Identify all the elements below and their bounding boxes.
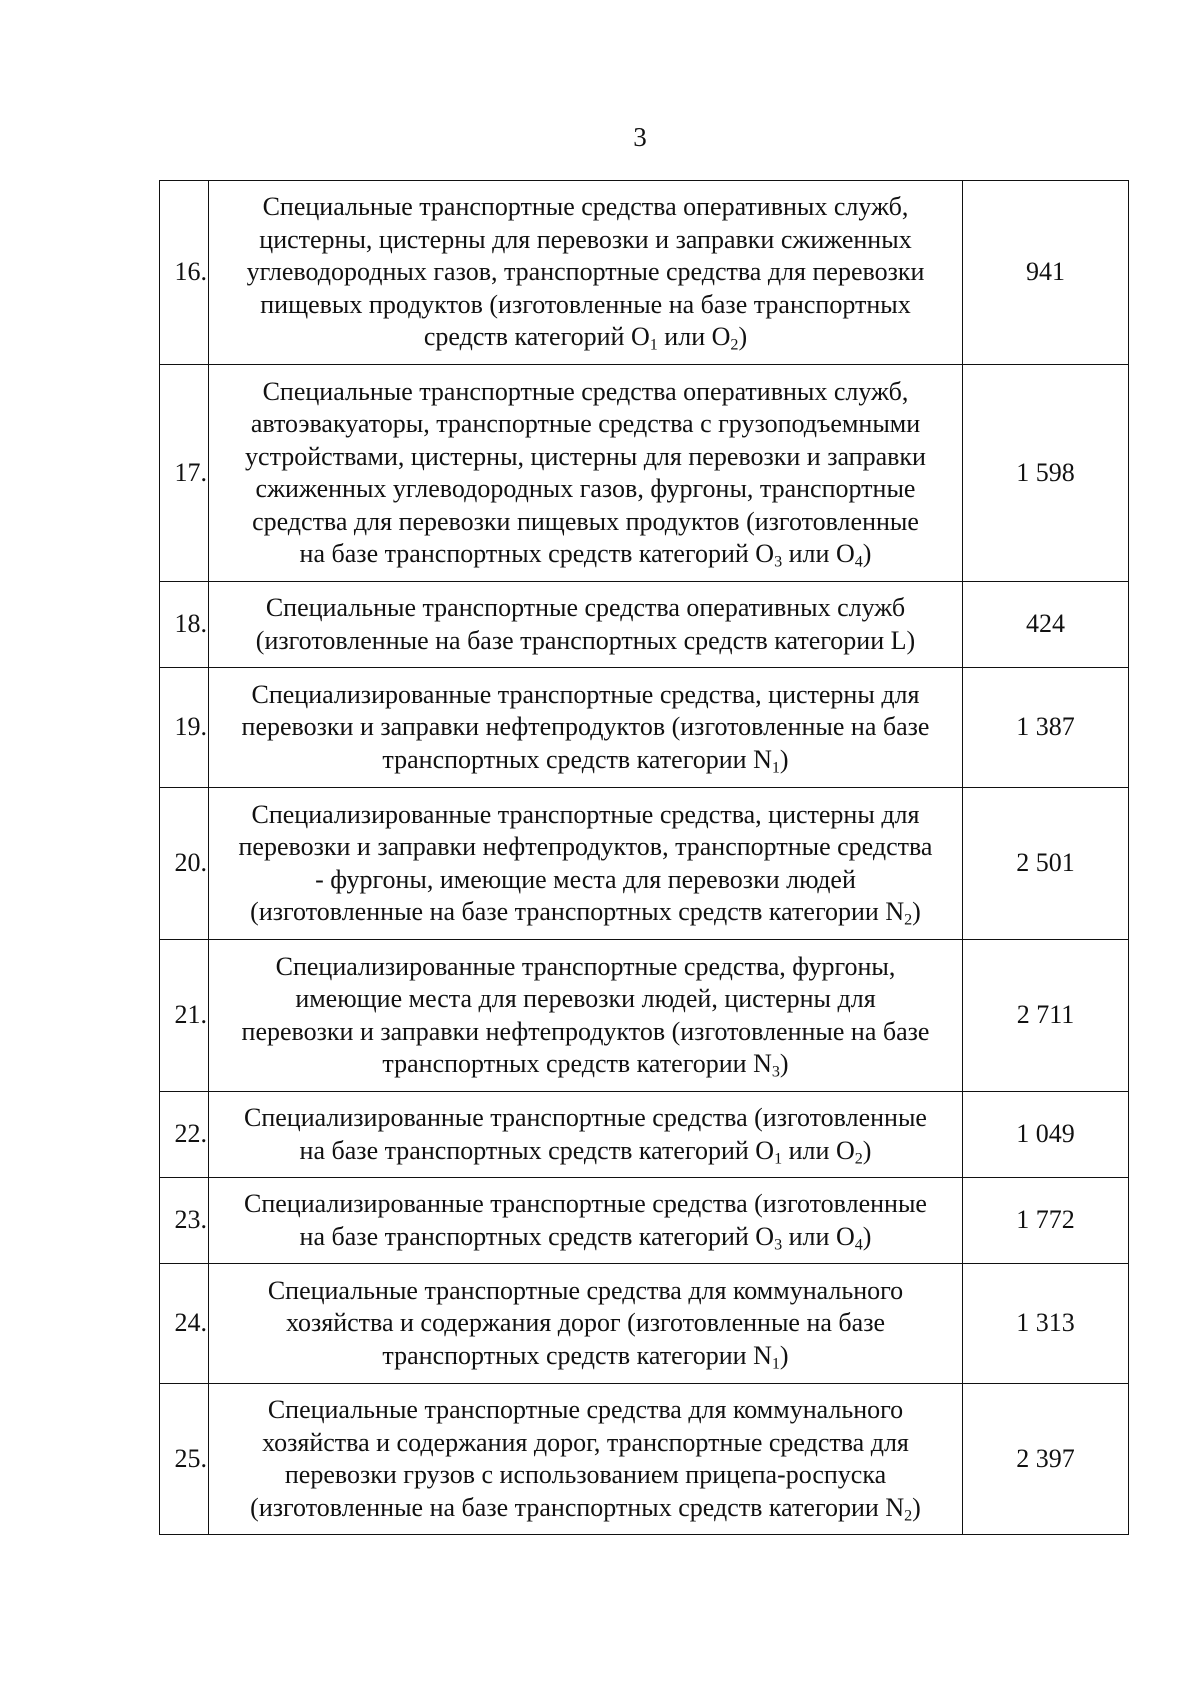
row-number: 19. xyxy=(174,712,207,742)
description-line: транспортных средств категории $N_3$) xyxy=(382,1049,789,1081)
description-line: автоэвакуаторы, транспортные средства с грузоподъемными xyxy=(250,409,921,438)
row-number-cell xyxy=(160,668,209,788)
row-value: 424 xyxy=(1026,609,1065,639)
table-row xyxy=(160,181,1129,365)
table-row xyxy=(160,1178,1129,1264)
row-number: 17. xyxy=(174,457,207,487)
row-number: 21. xyxy=(174,1000,207,1030)
row-value: 1 313 xyxy=(1016,1308,1075,1338)
row-value-cell xyxy=(963,181,1129,365)
table-row xyxy=(160,582,1129,668)
row-number-cell xyxy=(160,1178,209,1264)
row-number-cell xyxy=(160,582,209,668)
description-line: имеющие места для перевозки людей, цистерны для xyxy=(295,984,876,1013)
row-description-cell xyxy=(209,788,963,940)
table-row xyxy=(160,788,1129,940)
description-line: перевозки грузов с использованием прицепа-роспуска xyxy=(284,1460,887,1489)
row-description-cell xyxy=(209,1178,963,1264)
row-value: 1 598 xyxy=(1016,457,1075,487)
description-line: Специализированные транспортные средства, цистерны для xyxy=(251,799,920,829)
description-line: Специализированные транспортные средства, цистерны для xyxy=(251,679,920,709)
table-row xyxy=(160,940,1129,1092)
description-line: цистерны, цистерны для перевозки и заправки сжиженных xyxy=(259,224,912,254)
description-line: транспортных средств категории $N_1$) xyxy=(382,1340,789,1373)
description-line: устройствами, цистерны, цистерны для перевозки и заправки xyxy=(245,441,926,471)
row-number: 20. xyxy=(174,848,207,878)
description-line: перевозки и заправки нефтепродуктов (изготовленные на базе xyxy=(241,712,930,742)
row-number-cell xyxy=(160,788,209,940)
row-number: 16. xyxy=(174,257,207,287)
table-row xyxy=(160,668,1129,788)
row-description-cell xyxy=(209,582,963,668)
description-line: перевозки и заправки нефтепродуктов (изготовленные на базе xyxy=(241,1016,930,1046)
row-value: 2 397 xyxy=(1016,1443,1075,1473)
row-number-cell xyxy=(160,1384,209,1535)
row-value: 1 387 xyxy=(1016,712,1075,742)
description-line: транспортных средств категории $N_1$) xyxy=(382,744,789,777)
row-number-cell xyxy=(160,940,209,1092)
description-line: на базе транспортных средств категорий $O_3$ или $O_4$) xyxy=(299,1221,872,1253)
rates-table xyxy=(159,180,1129,1535)
row-value-cell xyxy=(963,582,1129,668)
row-number: 22. xyxy=(174,1119,207,1149)
table-row xyxy=(160,365,1129,582)
row-number-cell xyxy=(160,365,209,582)
row-number-cell xyxy=(160,1092,209,1178)
row-description-cell xyxy=(209,668,963,788)
row-description-cell xyxy=(209,365,963,582)
row-number: 25. xyxy=(174,1443,207,1473)
row-number: 18. xyxy=(174,609,207,639)
row-value: 941 xyxy=(1026,257,1065,287)
row-value-cell xyxy=(963,668,1129,788)
table-row xyxy=(160,1384,1129,1535)
row-value-cell xyxy=(963,788,1129,940)
row-value-cell xyxy=(963,1384,1129,1535)
row-value-cell xyxy=(963,365,1129,582)
row-number: 23. xyxy=(174,1205,207,1235)
row-number: 24. xyxy=(174,1308,207,1338)
description-line: Специальные транспортные средства для коммунального xyxy=(267,1395,904,1424)
row-description-cell xyxy=(209,1384,963,1535)
row-value-cell xyxy=(963,940,1129,1092)
table-row xyxy=(160,1264,1129,1384)
description-line: (изготовленные на базе транспортных средств категории $N_2$) xyxy=(250,1492,921,1524)
row-value-cell xyxy=(963,1092,1129,1178)
description-line: средств категорий $O_1$ или $O_2$) xyxy=(423,322,748,354)
description-line: углеводородных газов, транспортные средства для перевозки xyxy=(246,257,925,287)
row-description-cell xyxy=(209,1092,963,1178)
row-number-cell xyxy=(160,1264,209,1384)
row-number-cell xyxy=(160,181,209,365)
row-value-cell xyxy=(963,1264,1129,1384)
row-value: 2 711 xyxy=(1016,1000,1075,1030)
description-line: сжиженных углеводородных газов, фургоны, транспортные xyxy=(255,474,916,503)
row-value: 1 049 xyxy=(1016,1119,1075,1149)
description-line: на базе транспортных средств категорий $O_1$ или $O_2$) xyxy=(299,1135,872,1167)
description-line: Специальные транспортные средства оперативных служб, xyxy=(262,376,909,406)
row-description-cell xyxy=(209,940,963,1092)
row-value: 1 772 xyxy=(1016,1205,1075,1235)
description-line: Специальные транспортные средства для коммунального xyxy=(267,1275,904,1305)
description-line: Специальные транспортные средства оперативных служб xyxy=(265,593,906,622)
description-line: на базе транспортных средств категорий $O_3$ или $O_4$) xyxy=(299,539,872,571)
row-value: 2 501 xyxy=(1016,848,1075,878)
description-line: пищевых продуктов (изготовленные на базе транспортных xyxy=(260,289,911,319)
description-line: хозяйства и содержания дорог (изготовленные на базе xyxy=(285,1308,886,1338)
description-line: (изготовленные на базе транспортных средств категории L) xyxy=(255,625,916,655)
table-row xyxy=(160,1092,1129,1178)
page-number: 3 xyxy=(633,122,647,152)
row-description-cell xyxy=(209,181,963,365)
description-line: - фургоны, имеющие места для перевозки людей xyxy=(315,864,856,894)
description-line: Специализированные транспортные средства (изготовленные xyxy=(244,1189,927,1218)
row-value-cell xyxy=(963,1178,1129,1264)
description-line: средства для перевозки пищевых продуктов (изготовленные xyxy=(252,506,919,536)
description-line: Специальные транспортные средства оперативных служб, xyxy=(262,192,909,222)
description-line: перевозки и заправки нефтепродуктов, транспортные средства xyxy=(238,832,933,861)
description-line: Специализированные транспортные средства (изготовленные xyxy=(244,1103,927,1132)
description-line: (изготовленные на базе транспортных средств категории $N_2$) xyxy=(250,897,921,929)
description-line: Специализированные транспортные средства, фургоны, xyxy=(275,951,896,981)
description-line: хозяйства и содержания дорог, транспортные средства для xyxy=(262,1427,909,1457)
row-description-cell xyxy=(209,1264,963,1384)
